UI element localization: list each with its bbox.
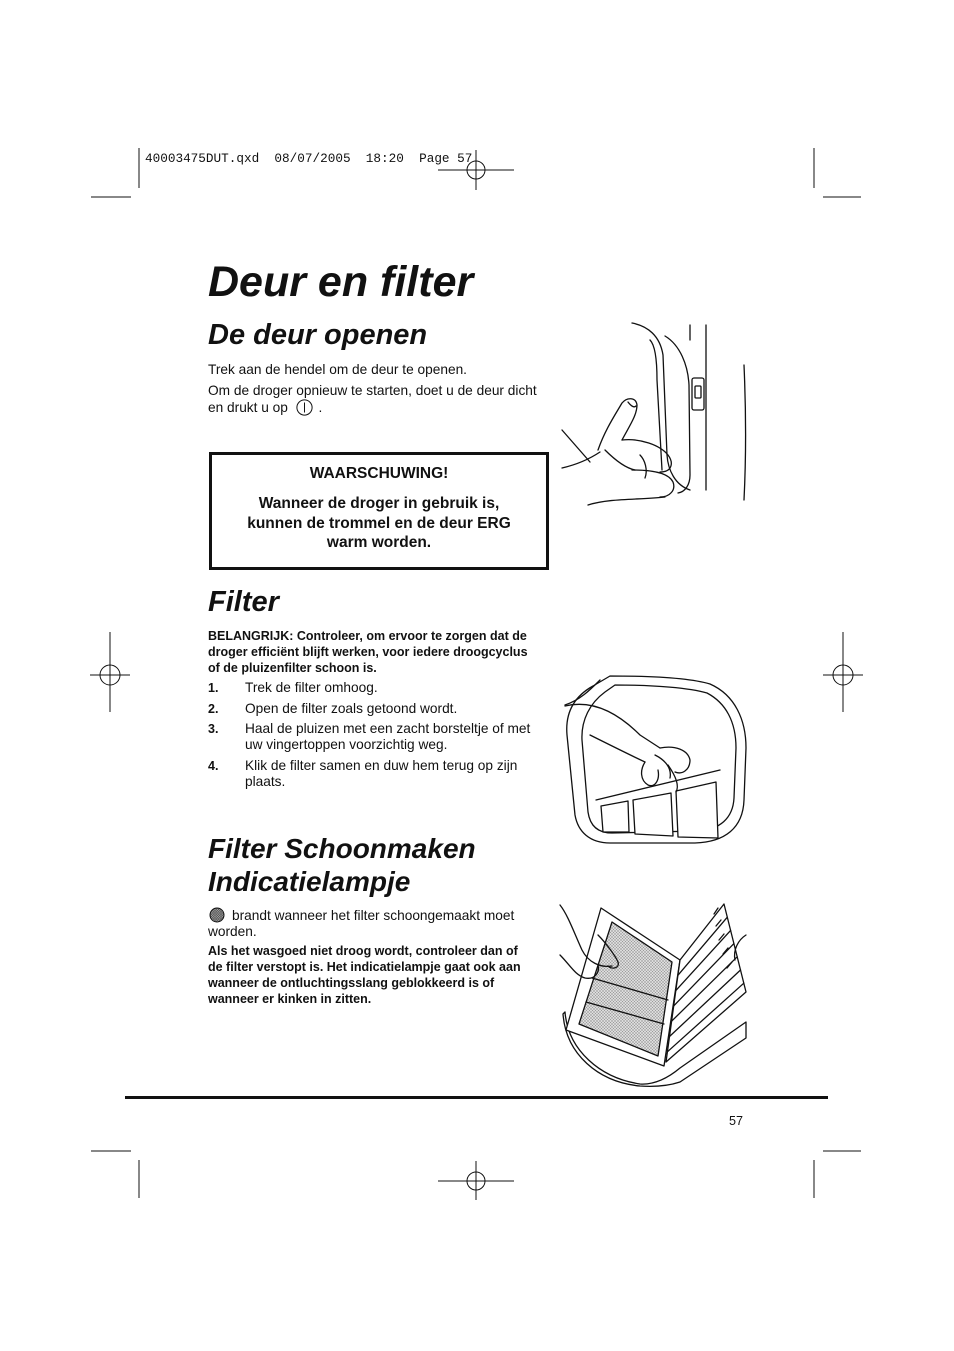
- door-pull-text: Trek aan de hendel om de deur te openen.: [208, 362, 467, 377]
- important-line-2: droger efficiënt blijft werken, voor iedere droogcyclus: [208, 645, 528, 659]
- open-filter-illustration: [558, 898, 748, 1088]
- door-button: [692, 378, 704, 410]
- print-slug: 40003475DUT.qxd 08/07/2005 18:20 Page 57: [145, 151, 473, 166]
- step-line: uw vingertoppen voorzichtig weg.: [245, 737, 448, 752]
- step-line: Open de filter zoals getoond wordt.: [245, 701, 458, 716]
- registration-mark-bottom: [438, 1161, 514, 1200]
- lamp-line-1-text: brandt wanneer het filter schoongemaakt moet: [232, 908, 515, 923]
- door-button-inner: [695, 386, 701, 398]
- lamp-line-2: worden.: [208, 924, 257, 939]
- door-restart-text: [208, 383, 537, 416]
- door-handle-illustration: [558, 320, 750, 506]
- note-line-1: Als het wasgoed niet droog wordt, controleer dan of: [208, 944, 518, 958]
- restart-period: .: [318, 400, 323, 415]
- indicator-note: [208, 943, 521, 1007]
- filter-cleaning-illustration: [562, 670, 748, 848]
- step-number: 3.: [208, 722, 219, 736]
- filter-panel: [633, 793, 673, 836]
- warning-text: [212, 494, 546, 553]
- cabinet-edge: [744, 365, 746, 500]
- filter-panel: [601, 801, 629, 832]
- step-text: [245, 680, 378, 696]
- step-text: [245, 701, 457, 717]
- warning-line-2: kunnen de trommel en de deur ERG: [247, 514, 511, 532]
- restart-line-2-text: en drukt u op: [208, 400, 288, 415]
- restart-line-2: [208, 399, 537, 416]
- footer-rule: [125, 1096, 828, 1099]
- indicator-heading-line-2: Indicatielampje: [208, 866, 411, 897]
- handle-inner-edge: [650, 340, 662, 470]
- warning-line-3: warm worden.: [326, 534, 432, 551]
- step-number: 2.: [208, 702, 219, 716]
- filter-important-note: [208, 628, 528, 676]
- note-line-4: wanneer er kinken in zitten.: [208, 992, 372, 1006]
- indicator-section-heading: [208, 832, 476, 898]
- step-line: Haal de pluizen met een zacht borsteltje of met: [245, 721, 531, 736]
- step-number: 4.: [208, 759, 219, 773]
- hand: [562, 399, 674, 505]
- filter-section-heading: Filter: [208, 586, 279, 618]
- step-text: [245, 758, 517, 790]
- page-number: 57: [729, 1114, 744, 1128]
- filter-panel: [676, 782, 718, 838]
- important-line-3: of de pluizenfilter schoon is.: [208, 661, 377, 675]
- warning-line-1: Wanneer de droger in gebruik is,: [258, 495, 500, 512]
- important-line-1: BELANGRIJK: Controleer, om ervoor te zorgen dat de: [208, 629, 527, 643]
- step-line: Trek de filter omhoog.: [245, 680, 378, 695]
- door-edge: [632, 323, 690, 490]
- warning-box: [209, 452, 549, 570]
- registration-mark-right: [823, 632, 863, 712]
- note-line-3: wanneer de ontluchtingsslang geblokkeerd is of: [208, 976, 495, 990]
- registration-mark-left: [90, 632, 130, 712]
- door-section-heading: De deur openen: [208, 319, 428, 351]
- step-line: Klik de filter samen en duw hem terug op zijn: [245, 758, 518, 773]
- warning-heading: WAARSCHUWING!: [309, 465, 449, 482]
- restart-line-1: Om de droger opnieuw te starten, doet u de deur dicht: [208, 383, 537, 398]
- step-number: 1.: [208, 681, 219, 695]
- filter-indicator-icon: [209, 907, 225, 923]
- page-title: Deur en filter: [208, 258, 474, 306]
- indicator-heading-line-1: Filter Schoonmaken: [208, 833, 476, 864]
- step-line: plaats.: [245, 774, 286, 789]
- note-line-2: de filter verstopt is. Het indicatielampje gaat ook aan: [208, 960, 521, 974]
- step-text: [245, 721, 530, 753]
- indicator-lamp-text: [209, 907, 514, 940]
- power-icon: [296, 399, 313, 416]
- lamp-line-1: [209, 907, 514, 924]
